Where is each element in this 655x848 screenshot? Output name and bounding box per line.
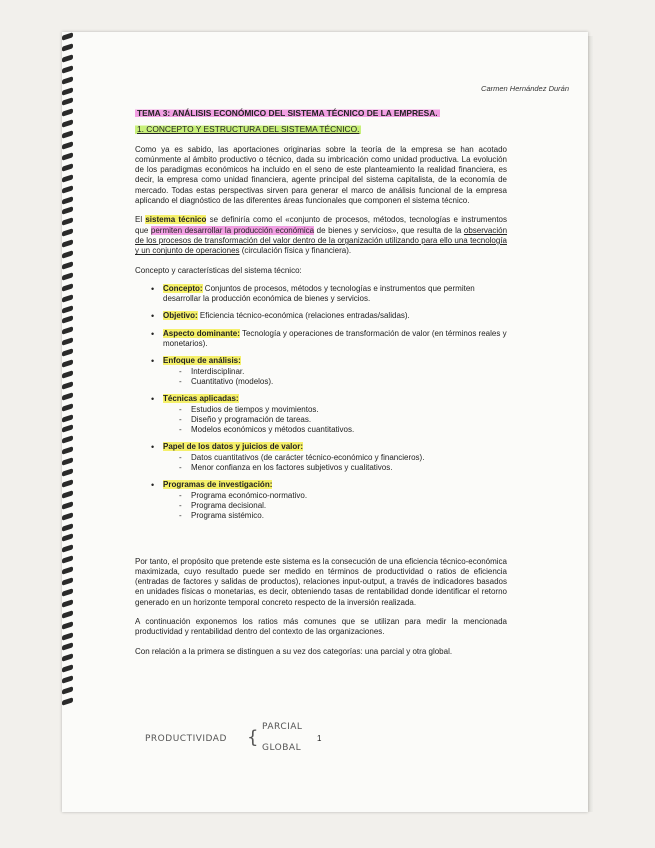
binding-ring <box>62 425 73 434</box>
binding-ring <box>62 446 73 455</box>
list-item-text: Tecnología y operaciones de transformación de valor (en términos reales y monetarios). <box>163 328 507 349</box>
paragraph-ratios: A continuación exponemos los ratios más comunes que se utilizan para medir la mencionada productividad y rentabilidad dentro del contexto de las organizaciones. <box>135 616 507 637</box>
sub-list-item: - Diseño y programación de tareas. <box>179 415 507 425</box>
list-item-text: Conjuntos de procesos, métodos y tecnologías e instrumentos que permiten desarrollar la producción económica de bienes y servicios. <box>163 283 475 304</box>
characteristics-list <box>153 284 507 522</box>
binding-ring <box>62 87 73 96</box>
handwritten-note-global: GLOBAL <box>262 743 302 753</box>
highlight-term: sistema técnico <box>145 215 207 225</box>
binding-ring <box>62 468 73 477</box>
paragraph-intro: Como ya es sabido, las aportaciones originarias sobre la teoría de la empresa se han acotado comúnmente al ámbito productivo o técnico, dada su imbricación como unidad productiva. La evolución de los paradigmas económicos ha incluido en el seno de este planteamiento la realidad financiera, es decir, la empresa como unidad financiera, agente principal del sistema capitalista, de la economía de mercado. Todas estas perspectivas sirven para generar el marco de análisis funcional de la empresa aplicando el diagnóstico de las diferentes áreas funcionales que componen el sistema técnico. <box>135 144 507 206</box>
handwritten-note-main: PRODUCTIVIDAD <box>145 734 227 744</box>
sub-list-item: - Datos cuantitativos (de carácter técnico-económico y financieros). <box>179 453 507 463</box>
binding-ring <box>62 599 73 608</box>
paragraph-categories: Con relación a la primera se distinguen a su vez dos categorías: una parcial y otra global. <box>135 646 453 656</box>
binding-ring <box>62 119 73 128</box>
binding-ring <box>62 534 73 543</box>
document-body <box>135 108 507 666</box>
sub-list <box>163 453 507 474</box>
list-item-term: Enfoque de análisis: <box>163 356 241 366</box>
binding-ring <box>62 141 73 150</box>
binding-ring <box>62 479 73 488</box>
list-item <box>153 394 507 435</box>
underlined-phrase: observación de los procesos de transformación del valor dentro de la organización utilizando para ello una tecnología y un conjunto de operaciones <box>135 225 508 256</box>
sub-list <box>163 491 507 522</box>
binding-ring <box>62 501 73 510</box>
binding-ring <box>62 32 73 41</box>
spiral-binding <box>62 34 74 714</box>
list-item <box>153 284 507 305</box>
text-run: El <box>135 215 146 225</box>
sub-list-item: - Programa económico-normativo. <box>179 491 507 501</box>
text-run: de bienes y servicios», que resulta de la <box>314 225 464 235</box>
binding-ring <box>62 566 73 575</box>
binding-ring <box>62 54 73 63</box>
sub-list-item: - Modelos económicos y métodos cuantitativos. <box>179 425 507 435</box>
binding-ring <box>62 403 73 412</box>
binding-ring <box>62 239 73 248</box>
binding-ring <box>62 436 73 445</box>
binding-ring <box>62 545 73 554</box>
binding-ring <box>62 337 73 346</box>
list-item <box>153 442 507 473</box>
sub-list-item: - Interdisciplinar. <box>179 367 507 377</box>
list-item-term: Aspecto dominante: <box>163 328 240 338</box>
binding-ring <box>62 218 73 227</box>
binding-ring <box>62 98 73 107</box>
page-number: 1 <box>317 734 322 743</box>
binding-ring <box>62 207 73 216</box>
list-item-term: Programas de investigación: <box>163 480 273 490</box>
highlight-phrase: permiten desarrollar la producción económica <box>150 225 315 235</box>
binding-ring <box>62 294 73 303</box>
binding-ring <box>62 65 73 74</box>
binding-ring <box>62 632 73 641</box>
sub-list-item: - Cuantitativo (modelos). <box>179 377 507 387</box>
binding-ring <box>62 130 73 139</box>
sub-list-item: - Menor confianza en los factores subjetivos y cualitativos. <box>179 463 507 473</box>
binding-ring <box>62 109 73 118</box>
binding-ring <box>62 577 73 586</box>
list-item <box>153 480 507 521</box>
binding-ring <box>62 316 73 325</box>
binding-ring <box>62 643 73 652</box>
list-item <box>153 329 507 350</box>
binding-ring <box>62 381 73 390</box>
sub-list <box>163 405 507 436</box>
section-title: 1. CONCEPTO Y ESTRUCTURA DEL SISTEMA TÉCNICO. <box>137 124 360 135</box>
list-item-term: Papel de los datos y juicios de valor: <box>163 442 304 452</box>
paragraph-definition <box>135 215 507 256</box>
binding-ring <box>62 228 73 237</box>
binding-ring <box>62 512 73 521</box>
binding-ring <box>62 359 73 368</box>
list-item <box>153 356 507 387</box>
binding-ring <box>62 370 73 379</box>
list-item-term: Objetivo: <box>163 311 198 321</box>
sub-list <box>163 367 507 388</box>
binding-ring <box>62 272 73 281</box>
binding-ring <box>62 305 73 314</box>
text-run: (circulación física y financiera). <box>239 246 352 256</box>
binding-ring <box>62 196 73 205</box>
binding-ring <box>62 588 73 597</box>
binding-ring <box>62 174 73 183</box>
binding-ring <box>62 664 73 673</box>
binding-ring <box>62 261 73 270</box>
binding-ring <box>62 185 73 194</box>
sub-list-item: - Programa sistémico. <box>179 511 507 521</box>
binding-ring <box>62 523 73 532</box>
sub-list-item: - Estudios de tiempos y movimientos. <box>179 405 507 415</box>
binding-ring <box>62 163 73 172</box>
chapter-title: TEMA 3: ANÁLISIS ECONÓMICO DEL SISTEMA TÉCNICO DE LA EMPRESA. <box>137 108 438 118</box>
binding-ring <box>62 457 73 466</box>
binding-ring <box>62 250 73 259</box>
text-run: se definiría como el «conjunto de procesos, métodos, tecnologías e instrumentos que <box>135 215 508 235</box>
binding-ring <box>62 414 73 423</box>
list-item-text: Eficiencia técnico-económica (relaciones entradas/salidas). <box>197 311 410 321</box>
binding-ring <box>62 610 73 619</box>
binding-ring <box>62 327 73 336</box>
binding-ring <box>62 283 73 292</box>
sub-list-item: - Programa decisional. <box>179 501 507 511</box>
binding-ring <box>62 686 73 695</box>
binding-ring <box>62 348 73 357</box>
list-item <box>153 311 507 321</box>
list-intro: Concepto y características del sistema técnico: <box>135 265 302 275</box>
binding-ring <box>62 76 73 85</box>
binding-ring <box>62 675 73 684</box>
binding-ring <box>62 555 73 564</box>
binding-ring <box>62 621 73 630</box>
handwritten-note-partial: PARCIAL <box>262 722 303 732</box>
binding-ring <box>62 654 73 663</box>
list-item-term: Técnicas aplicadas: <box>163 394 239 404</box>
binding-ring <box>62 392 73 401</box>
binding-ring <box>62 490 73 499</box>
paragraph-purpose: Por tanto, el propósito que pretende este sistema es la consecución de una eficiencia técnico-económica maximizada, cuyo resultado puede ser medido en términos de productividad o ratios de eficiencia (entradas de factores y salidas de productos), relaciones input-output, a través de indicadores basados en unidades físicas o monetarias, es decir, obteniendo tasas de rentabilidad donde identificar el retorno generado en un horizonte temporal concreto respecto de la inversión realizada. <box>135 556 507 607</box>
binding-ring <box>62 152 73 161</box>
handwritten-brace: { <box>247 727 259 748</box>
binding-ring <box>62 43 73 52</box>
author-name: Carmen Hernández Durán <box>481 84 569 93</box>
list-item-term: Concepto: <box>163 283 203 293</box>
binding-ring <box>62 697 73 706</box>
